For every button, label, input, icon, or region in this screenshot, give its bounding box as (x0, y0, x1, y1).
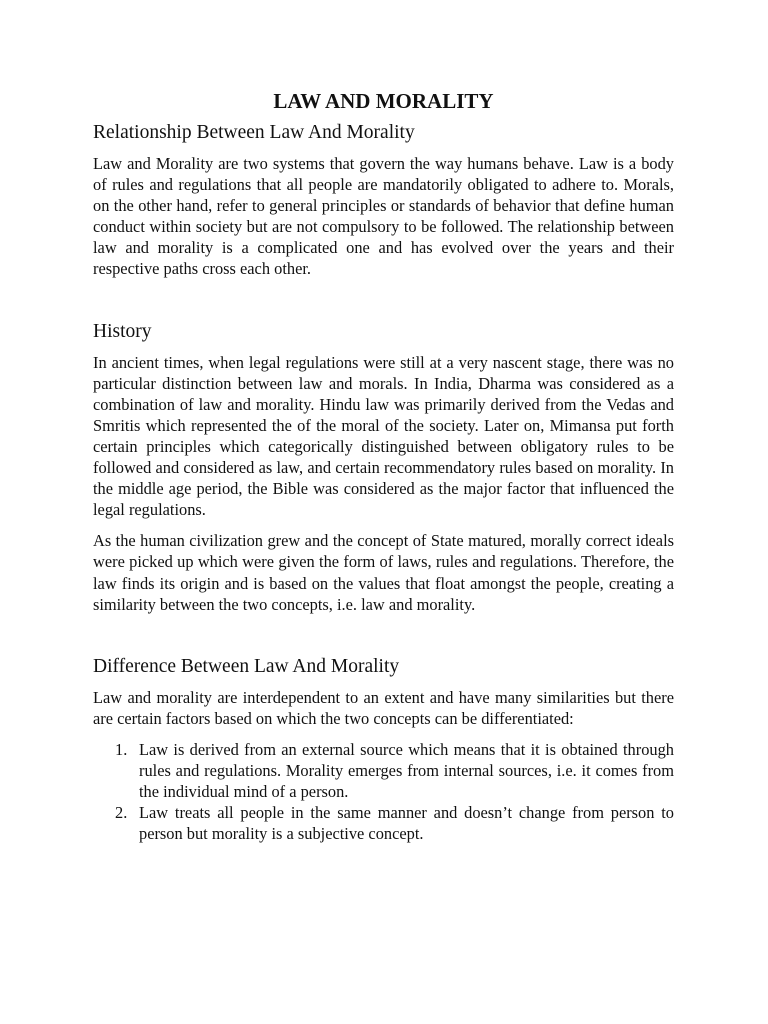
paragraph: As the human civilization grew and the concept of State matured, morally correct ideals were picked up which were given the form of laws, rules and regulations. Therefore, the law finds its origin and is based on the values that float amongst the people, creating a similarity between the two concepts, i.e. law and morality. (93, 531, 674, 614)
section-history (93, 320, 674, 615)
list-item (93, 739, 674, 802)
paragraph: Law and morality are interdependent to an extent and have many similarities but there are certain factors based on which the two concepts can be differentiated: (93, 687, 674, 728)
list-item-text: Law treats all people in the same manner and doesn’t change from person to person but morality is a subjective concept. (139, 803, 674, 844)
list-item-text: Law is derived from an external source which means that it is obtained through rules and regulations. Morality emerges from internal sources, i.e. it comes from the individual mind of a person. (139, 739, 674, 802)
section-difference (93, 655, 674, 845)
section-heading-history: History (93, 320, 152, 342)
section-heading-relationship: Relationship Between Law And Morality (93, 122, 415, 143)
list-item-number: 1. (115, 739, 128, 759)
paragraph: Law and Morality are two systems that govern the way humans behave. Law is a body of rules and regulations that all people are mandatorily obligated to adhere to. Morals, on the other hand, refer to general principles or standards of behavior that define human conduct within society but are not compulsory to be followed. The relationship between law and morality is a complicated one and has evolved over the years and their respective paths cross each other. (93, 154, 674, 279)
section-heading-difference: Difference Between Law And Morality (93, 655, 400, 677)
document-page (93, 88, 674, 844)
section-relationship (93, 121, 674, 280)
document-title: LAW AND MORALITY (273, 89, 494, 113)
list-item (93, 802, 674, 844)
paragraph: In ancient times, when legal regulations were still at a very nascent stage, there was no particular distinction between law and morals. In India, Dharma was considered as a combination of law and morality. Hindu law was primarily derived from the Vedas and Smritis which represented the of the moral of the society. Later on, Mimansa put forth certain principles which categorically distinguished between obligatory rules to be followed and considered as law, and certain recommendatory rules based on morality. In the middle age period, the Bible was considered as the major factor that influenced the legal regulations. (93, 352, 674, 520)
difference-list (93, 739, 674, 844)
list-item-number: 2. (115, 803, 128, 823)
